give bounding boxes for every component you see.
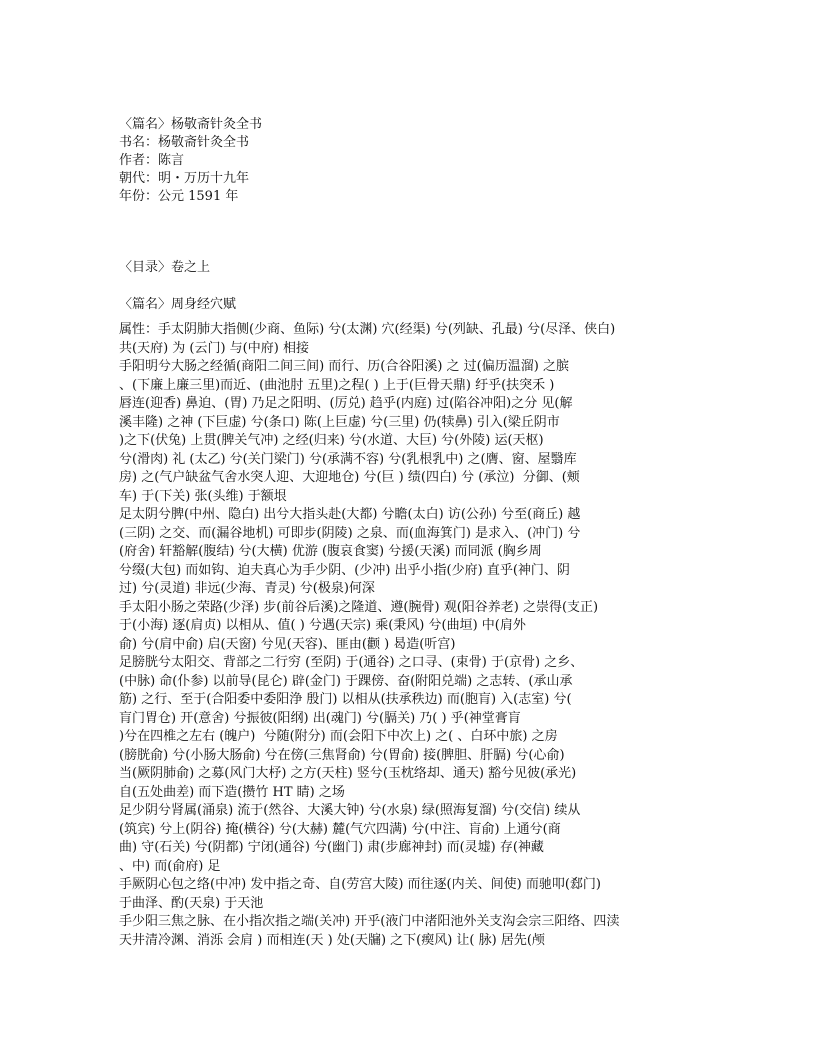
text-line: (中脉) 命(仆参) 以前导(昆仑) 辟(金门) 于踝傍、奋(附阳兑端) 之志转、(承山承 [119,673,573,689]
text-line: 俞) 兮(肩中俞) 启(天窗) 兮见(天容)、匪由(颧 ) 曷造(听宫) [119,636,456,652]
text-line: 自(五处曲差) 而下造(攒竹 HT 睛) 之场 [119,784,345,800]
text-line: 、(下廉上廉三里)而近、(曲池肘 五里)之程( ) 上于(巨骨天鼎) 纡乎(扶突禾 ) [119,377,555,393]
meta-year: 年份：公元 1591 年 [119,189,239,204]
text-line: 于曲泽、酌(天泉) 于天池 [119,895,264,911]
text-line: (府舍) 轩豁解(腹结) 兮(大横) 优游 (腹哀食窦) 兮援(天溪) 而同派 (胸乡周 [119,544,542,559]
text-line: 、中) 而(俞府) 足 [119,858,221,874]
text-line: (筑宾) 兮上(阴谷) 掩(横谷) 兮(大赫) 麓(气穴四满) 兮(中注、肓俞) 上通兮(商 [119,821,561,837]
text-line: )之下(伏兔) 上贯(脾关气冲) 之经(归来) 兮(水道、大巨) 兮(外陵) 运(天枢) [119,433,544,448]
text-line: 兮(滑肉) 礼 (太乙) 兮(关门梁门) 兮(承满不容) 兮(乳根乳中) 之(膺、窗、屋翳库 [119,451,577,467]
text-line: 天井清冷渊、消泺 会肩 ) 而相连(天 ) 处(天牖) 之下(瘈风) 让( 脉) 居先(颅 [119,932,545,948]
text-line: 于(小海) 逐(肩贞) 以相从、值( ) 兮遇(天宗) 乘(秉风) 兮(曲垣) 中(肩外 [119,618,526,633]
text-line: 肓门胃仓) 开(意舍) 兮振彼(阳纲) 出(魂门) 兮(膈关) 乃( ) 乎(神堂膏肓 [119,710,521,726]
text-line: 车) 于(下关) 张(头维) 于额垠 [119,488,287,504]
text-line: (三阴) 之交、而(漏谷地机) 可即步(阴陵) 之泉、而(血海箕门) 是求入、(冲门) 兮 [119,525,581,541]
meta-dynasty: 朝代：明・万历十九年 [119,171,250,186]
text-line: 兮缀(大包) 而如钩、迫夫真心为手少阴、(少冲) 出乎小指(少府) 直乎(神门、阴 [119,562,570,578]
book-metadata [119,116,262,206]
text-line: 共(天府) 为 (云门) 与(中府) 相接 [119,340,309,356]
text-line: 曲) 守(石关) 兮(阴都) 宁闭(通谷) 兮(幽门) 肃(步廊神封) 而(灵墟) 存(神藏 [119,840,544,855]
text-line: 足膀胱兮太阳交、背部之二行穷 (至阴) 于(通谷) 之口寻、(束骨) 于(京骨) 之乡、 [119,655,584,670]
text-line: 手厥阴心包之络(中冲) 发中指之奇、自(劳宫大陵) 而往逐(内关、间使) 而驰叩(郄门) [119,877,601,892]
chapter-heading [119,296,236,315]
text-line: )兮在四椎之左右 (魄户) 兮随(附分) 而(会阳下中次上) 之( 、白环中旅) 之房 [119,729,558,744]
text-line: 手阳明兮大肠之经循(商阳二间三间) 而行、历(合谷阳溪) 之 过(偏历温溜) 之膑 [119,359,569,374]
chapter-label: 〈篇名〉周身经穴赋 [119,297,237,312]
toc-heading [119,259,210,278]
text-line: 唇连(迎香) 鼻迫、(胃) 乃足之阳明、(厉兑) 趋乎(内庭) 过(陷谷冲阳)之分 见(解 [119,396,573,411]
text-line: 过) 兮(灵道) 非远(少海、青灵) 兮(极泉)何深 [119,581,375,596]
text-line: 筋) 之行、至于(合阳委中委阳浄 殷门) 以相从(扶承秩边) 而(胞肓) 入(志室) 兮( [119,692,572,707]
text-line: 足少阴兮肾属(涌泉) 流于(然谷、大溪大钟) 兮(水泉) 绿(照海复溜) 兮(交信) 续从 [119,803,581,818]
text-line: 房) 之(气户缺盆气舍水突人迎、大迎地仓) 兮(巨 ) 绩(四白) 兮 (承泣) 分御、(颊 [119,470,580,485]
text-line: 溪丰隆) 之神 (下巨虚) 兮(条口) 陈(上巨虚) 兮(三里) 仍(犊鼻) 引入(梁丘阴市 [119,414,560,430]
text-line: (膀胱俞) 兮(小肠大肠俞) 兮在傍(三焦肾俞) 兮(胃俞) 接(脾胆、肝膈) 兮(心俞) [119,747,565,763]
text-line: 手太阳小肠之荣路(少泽) 步(前谷后溪)之隆道、遵(腕骨) 观(阳谷养老) 之崇得(支正) [119,599,599,615]
text-line: 足太阴兮脾(中州、隐白) 出兮大指头赴(大都) 兮瞻(太白) 访(公孙) 兮至(商丘) 越 [119,507,581,522]
text-line: 属性：手太阴肺大指侧(少商、鱼际) 兮(太渊) 穴(经渠) 兮(列缺、孔最) 兮(尽泽、侠白) [119,322,616,337]
meta-book-name: 书名：杨敬斋针灸全书 [119,135,250,150]
meta-chapter-title: 〈篇名〉杨敬斋针灸全书 [119,117,263,132]
body-text [119,321,619,950]
meta-author: 作者：陈言 [119,153,185,168]
text-line: 手少阳三焦之脉、在小指次指之端(关冲) 开乎(液门中渚阳池外关支沟会宗三阳络、四渎 [119,914,620,929]
toc-label: 〈目录〉卷之上 [119,260,211,275]
text-line: 当(厥阴肺俞) 之募(风门大杼) 之方(天柱) 竖兮(玉枕络却、通天) 豁兮见彼(承光) [119,766,577,781]
